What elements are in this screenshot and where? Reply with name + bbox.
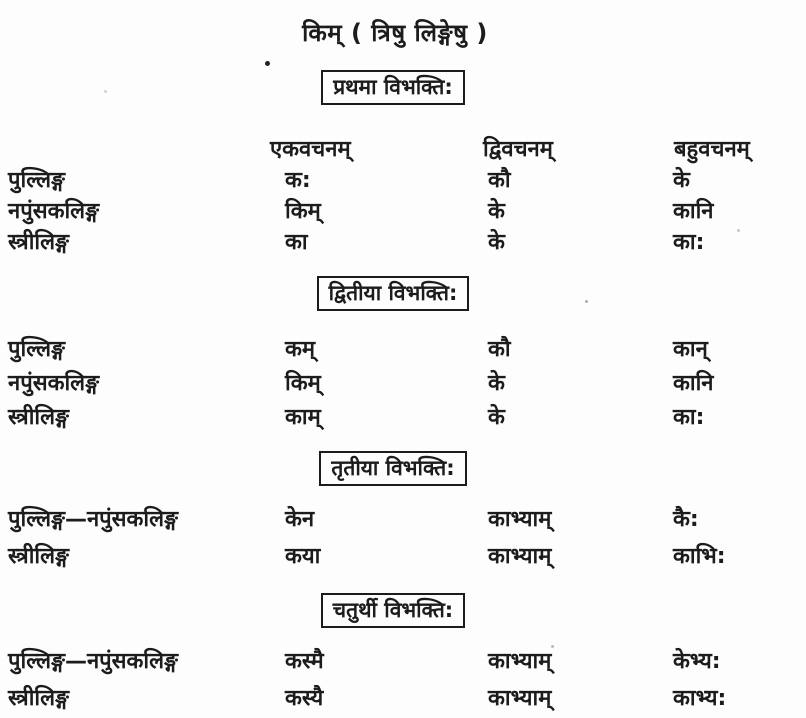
cell-singular: का: [285, 230, 308, 255]
column-header-singular: एकवचनम्: [270, 137, 351, 162]
row-label-feminine: स्त्रीलिङ्ग: [8, 230, 69, 255]
cell-dual: कौ: [488, 337, 511, 362]
section-dvitiya: [0, 276, 806, 435]
cell-plural: कै:: [673, 507, 699, 532]
row-label-masculine-neuter: पुल्लिङ्ग—नपुंसकलिङ्ग: [8, 649, 178, 674]
cell-singular: क:: [285, 168, 311, 193]
row-label-masculine: पुल्लिङ्ग: [8, 337, 65, 362]
row-label-neuter: नपुंसकलिङ्ग: [8, 199, 100, 224]
column-header-row: [0, 134, 806, 165]
cell-dual: के: [488, 230, 505, 255]
cell-plural: काभि:: [673, 544, 726, 569]
cell-dual: काभ्याम्: [488, 507, 552, 532]
cell-singular: काम्: [285, 405, 321, 430]
cell-plural: कानि: [673, 371, 714, 396]
section-chaturthi: [0, 593, 806, 717]
table-row: [0, 680, 806, 717]
cell-singular: कस्यै: [285, 686, 324, 711]
cell-singular: किम्: [285, 371, 321, 396]
cell-plural: का:: [673, 230, 705, 255]
cell-singular: केन: [285, 507, 315, 532]
cell-dual: काभ्याम्: [488, 686, 552, 711]
cell-dual: के: [488, 405, 505, 430]
cell-dual: काभ्याम्: [488, 649, 552, 674]
section-heading-dvitiya: द्वितीया विभक्ति:: [317, 276, 470, 311]
section-tritiya: [0, 451, 806, 575]
cell-singular: किम्: [285, 199, 321, 224]
table-row: [0, 538, 806, 575]
section-heading-chaturthi: चतुर्थी विभक्ति:: [321, 593, 465, 628]
cell-plural: के: [673, 168, 690, 193]
scan-speck: [551, 645, 554, 648]
table-row: [0, 165, 806, 196]
row-label-masculine: पुल्लिङ्ग: [8, 168, 65, 193]
page-title: किम् ( त्रिषु लिङ्गेषु ): [302, 19, 488, 47]
section-heading-tritiya: तृतीया विभक्ति:: [319, 451, 466, 486]
section-prathama: [0, 70, 806, 258]
table-row: [0, 501, 806, 538]
cell-plural: काभ्य:: [673, 686, 727, 711]
corner-cell: [0, 134, 270, 165]
cell-plural: का:: [673, 405, 705, 430]
cell-plural: कानि: [673, 199, 714, 224]
column-header-dual: द्विवचनम्: [483, 137, 553, 162]
scan-speck: [737, 229, 740, 232]
scan-speck: [265, 61, 270, 66]
table-row: [0, 227, 806, 258]
table-row: [0, 333, 806, 367]
row-label-feminine: स्त्रीलिङ्ग: [8, 405, 69, 430]
cell-singular: कम्: [285, 337, 316, 362]
row-label-feminine: स्त्रीलिङ्ग: [8, 544, 69, 569]
section-heading-prathama: प्रथमा विभक्ति:: [321, 70, 465, 105]
column-header-plural: बहुवचनम्: [674, 137, 750, 162]
table-row: [0, 401, 806, 435]
cell-dual: के: [488, 199, 505, 224]
cell-dual: के: [488, 371, 505, 396]
row-label-neuter: नपुंसकलिङ्ग: [8, 371, 100, 396]
cell-plural: केभ्य:: [673, 649, 721, 674]
cell-singular: कस्मै: [285, 649, 324, 674]
table-row: [0, 367, 806, 401]
cell-dual: कौ: [488, 168, 511, 193]
row-label-masculine-neuter: पुल्लिङ्ग—नपुंसकलिङ्ग: [8, 507, 178, 532]
cell-plural: कान्: [673, 337, 708, 362]
row-label-feminine: स्त्रीलिङ्ग: [8, 686, 69, 711]
cell-dual: काभ्याम्: [488, 544, 552, 569]
table-row: [0, 643, 806, 680]
table-row: [0, 196, 806, 227]
cell-singular: कया: [285, 544, 321, 569]
